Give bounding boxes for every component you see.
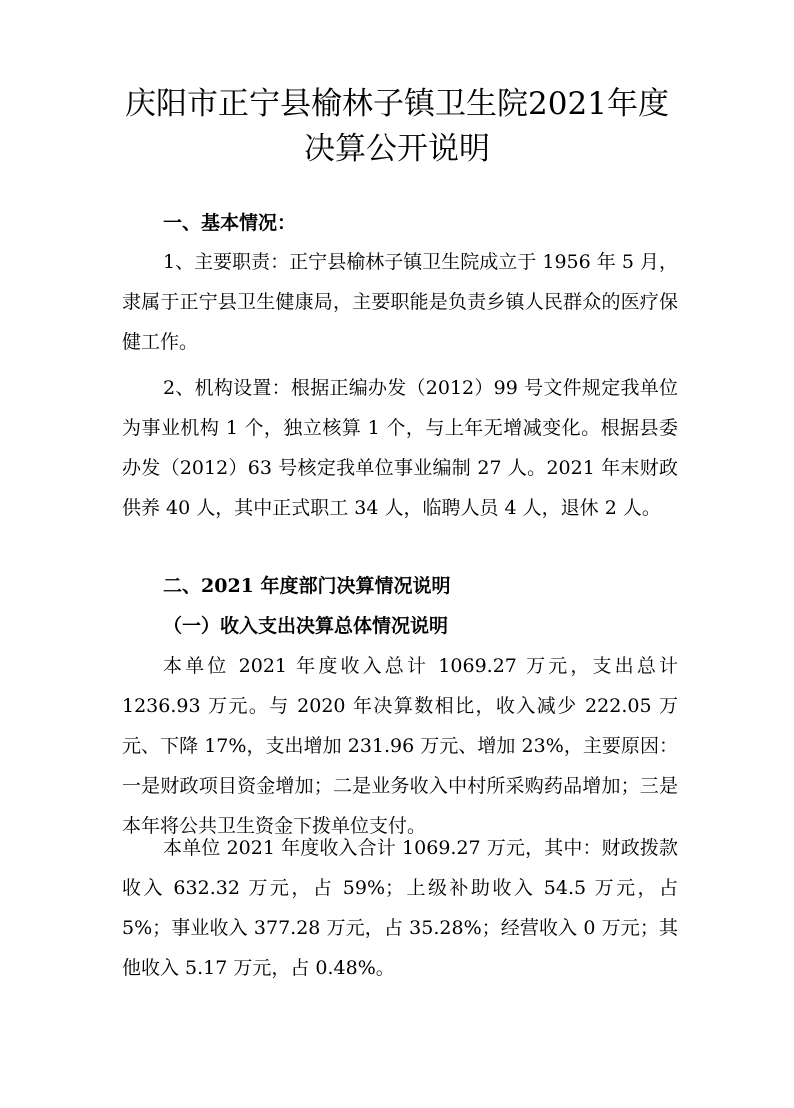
paragraph-main-duties: 1、主要职责：正宁县榆林子镇卫生院成立于 1956 年 5 月，隶属于正宁县卫生健康局，主要职能是负责乡镇人民群众的医疗保健工作。 [122,251,678,353]
paragraph-income-breakdown: 本单位 2021 年度收入合计 1069.27 万元，其中：财政拨款收入 632.32 万元，占 59%；上级补助收入 54.5 万元，占 5%；事业收入 377.28 万元，占 35.28%；经营收入 0 万元；其他收入 5.17 万元，占 0.48%。 [122,837,678,979]
paragraph-income-expense-totals: 本单位 2021 年度收入总计 1069.27 万元，支出总计 1236.93 万元。与 2020 年决算数相比，收入减少 222.05 万元、下降 17%，支出增加 231.96 万元、增加 23%，主要原因：一是财政项目资金增加；二是业务收入中村所采购药品增加；三是本年将公共卫生资金下拨单位支付。 [122,655,678,837]
paragraph-organization-setup: 2、机构设置：根据正编办发（2012）99 号文件规定我单位为事业机构 1 个，独立核算 1 个，与上年无增减变化。根据县委办发（2012）63 号核定我单位事业编制 27 人。2021 年末财政供养 40 人，其中正式职工 34 人，临聘人员 4 人，退休 2 人。 [122,377,678,519]
section-heading-basic-info: 一、基本情况： [163,212,297,234]
document-title-line-1: 庆阳市正宁县榆林子镇卫生院2021年度 [125,86,669,122]
subsection-heading-income-expense: （一）收入支出决算总体情况说明 [163,615,449,637]
document-title-line-2: 决算公开说明 [304,131,490,167]
section-heading-final-accounts: 二、2021 年度部门决算情况说明 [163,575,451,597]
